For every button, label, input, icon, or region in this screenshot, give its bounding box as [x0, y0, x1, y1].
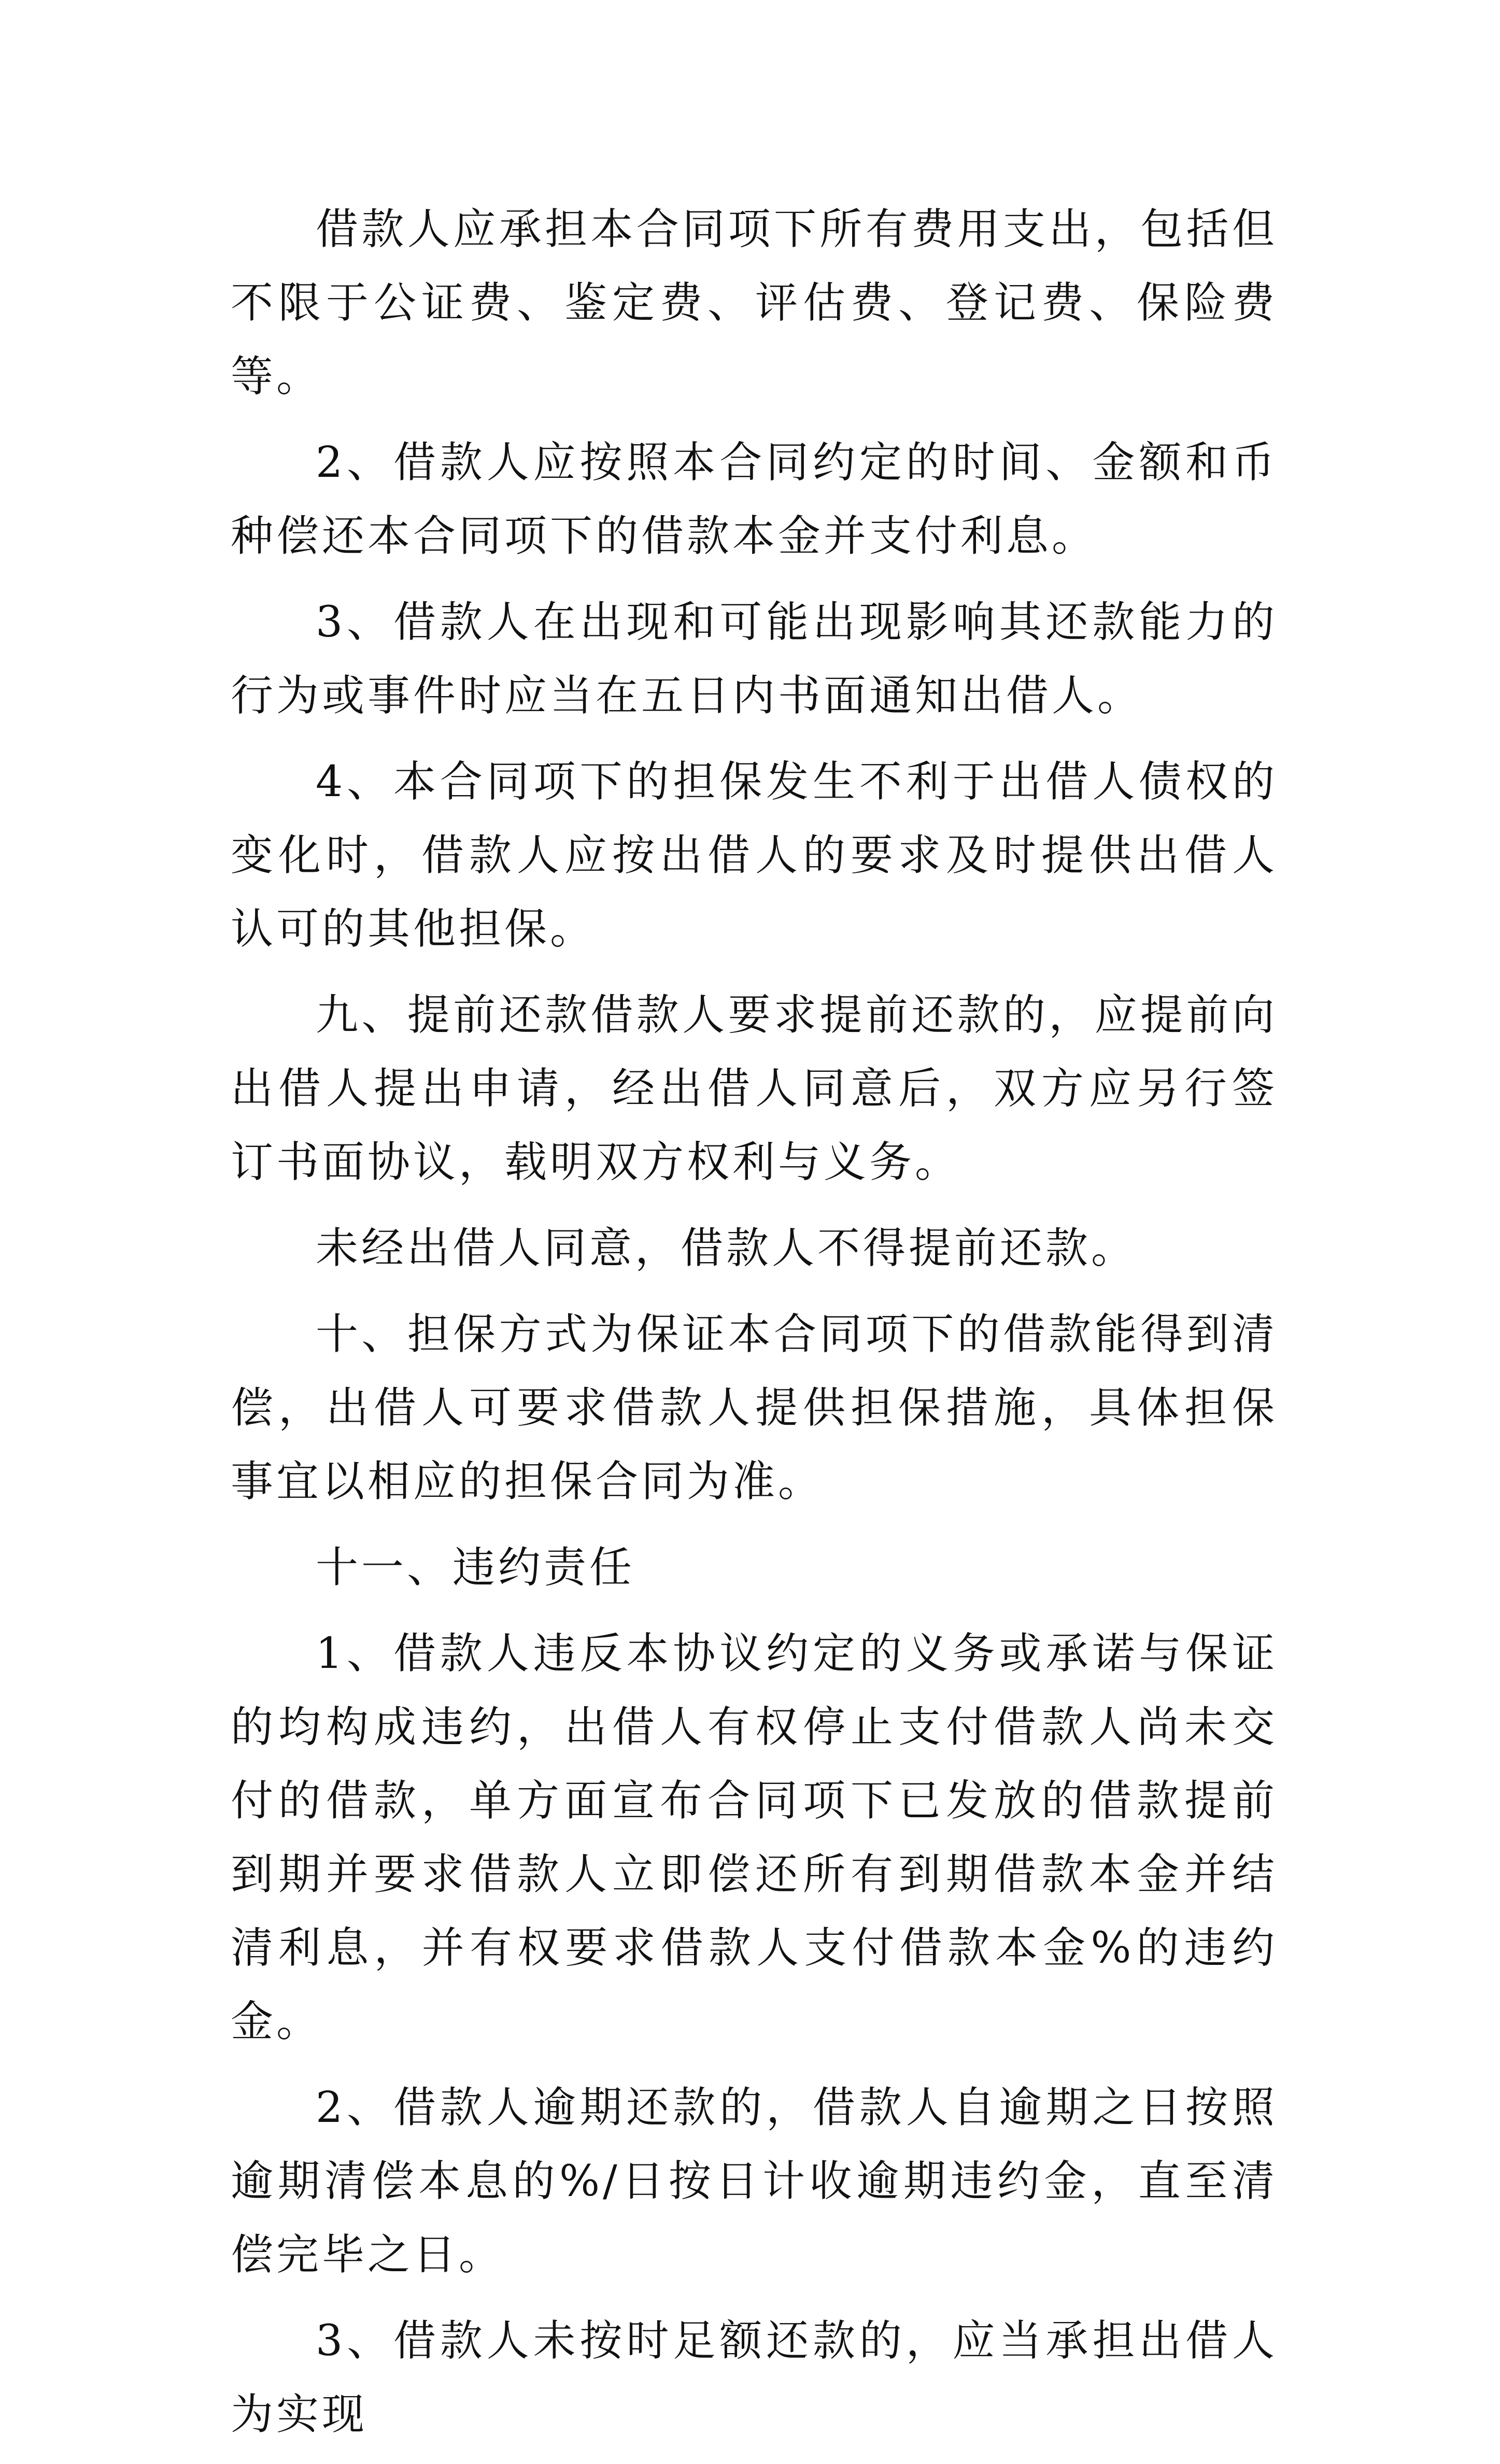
paragraph-clause-2-repayment: 2、借款人应按照本合同约定的时间、金额和币种偿还本合同项下的借款本金并支付利息。 — [231, 438, 1278, 561]
paragraph-no-prepayment: 未经出借人同意，借款人不得提前还款。 — [316, 1224, 1137, 1273]
section-heading-11-liability: 十一、违约责任 — [316, 1543, 635, 1592]
paragraph-liability-2: 2、借款人逾期还款的，借款人自逾期之日按照逾期清偿本息的%/日按日计收逾期违约金，直至清偿完毕之日。 — [231, 2083, 1278, 2279]
paragraph-clause-4-guarantee: 4、本合同项下的担保发生不利于出借人债权的变化时，借款人应按出借人的要求及时提供出借人认可的其他担保。 — [231, 757, 1278, 954]
document-page — [231, 193, 1278, 2464]
paragraph-section-10-guarantee-method: 十、担保方式为保证本合同项下的借款能得到清偿，出借人可要求借款人提供担保措施，具体担保事宜以相应的担保合同为准。 — [231, 1310, 1278, 1506]
paragraph-liability-3: 3、借款人未按时足额还款的，应当承担出借人为实现 — [231, 2316, 1278, 2439]
paragraph-expenses: 借款人应承担本合同项下所有费用支出，包括但不限于公证费、鉴定费、评估费、登记费、保险费等。 — [231, 205, 1278, 401]
paragraph-section-9-prepayment: 九、提前还款借款人要求提前还款的，应提前向出借人提出申请，经出借人同意后，双方应另行签订书面协议，载明双方权利与义务。 — [231, 990, 1278, 1187]
paragraph-liability-1: 1、借款人违反本协议约定的义务或承诺与保证的均构成违约，出借人有权停止支付借款人尚未交付的借款，单方面宣布合同项下已发放的借款提前到期并要求借款人立即偿还所有到期借款本金并结清利息，并有权要求借款人支付借款本金%的违约金。 — [231, 1629, 1278, 2046]
paragraph-clause-3-notice: 3、借款人在出现和可能出现影响其还款能力的行为或事件时应当在五日内书面通知出借人。 — [231, 598, 1278, 720]
